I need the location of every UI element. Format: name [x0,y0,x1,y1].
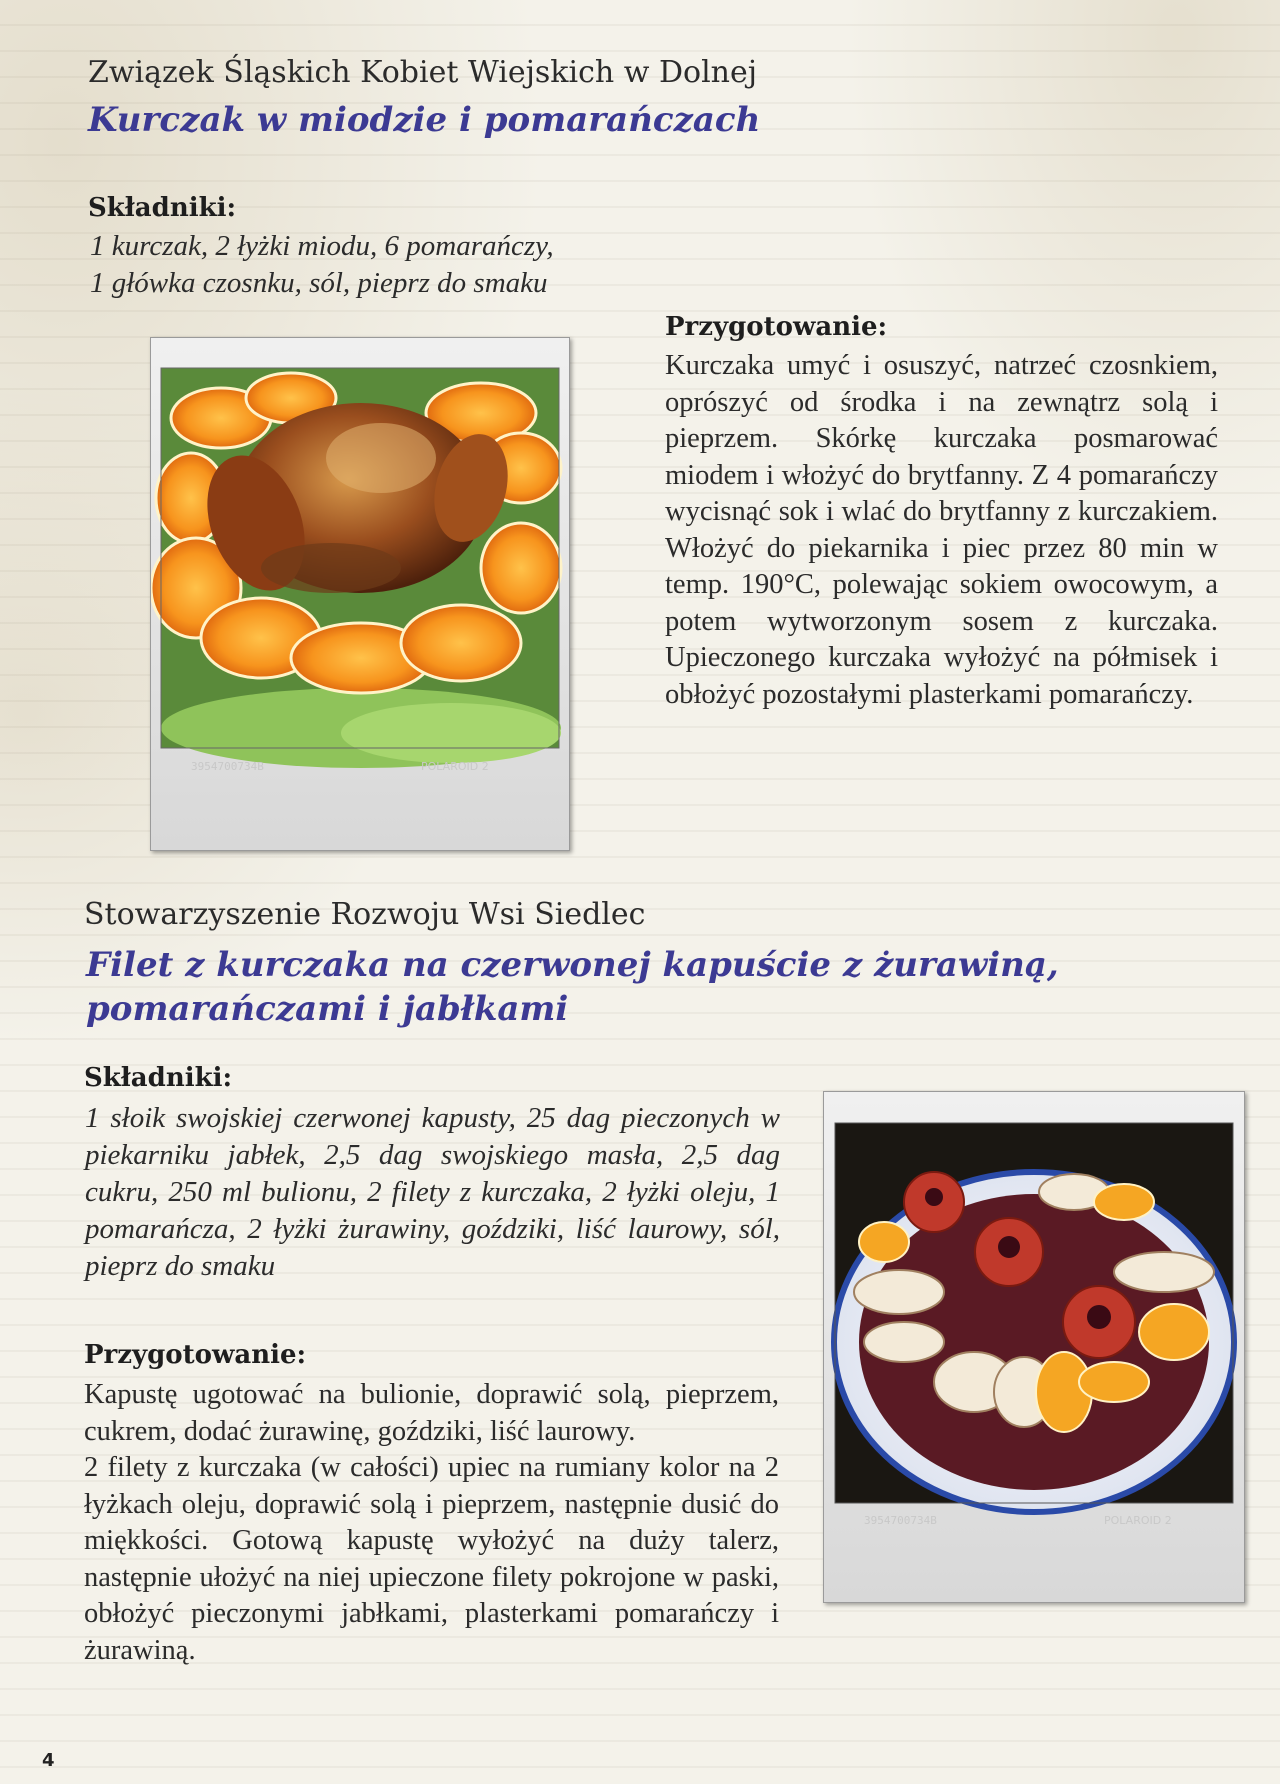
recipe1-photo-stamp-number: 3954700734B [191,760,264,773]
recipe2-organization: Stowarzyszenie Rozwoju Wsi Siedlec [84,897,646,932]
recipe2-title-line: Filet z kurczaka na czerwonej kapuście z żurawiną, [86,945,1059,985]
recipe1-photo-stamp-brand: POLAROID 2 [421,760,489,773]
chicken-fillet-plate-photo-icon [824,1092,1244,1602]
recipe2-ingredients-heading: Składniki: [84,1063,233,1093]
recipe2-photo-stamp-number: 3954700734B [864,1514,937,1527]
recipe1-preparation: Kurczaka umyć i osuszyć, natrzeć czosnkiem, oprószyć od środka i na zewnątrz solą i pieprzem. Skórkę kurczaka posmarować miodem i włożyć do brytfanny. Z 4 pomarańczy wycisnąć sok i wlać do brytfanny z kurczakiem. Włożyć do piekarnika i piec przez 80 min w temp. 190°C, polewając sokiem owocowym, a potem wytworzonym sosem z kurczaka. Upieczonego kurczaka wyłożyć na półmisek i obłożyć pozostałymi plasterkami pomarańczy. [665,350,1218,710]
recipe2-preparation-heading: Przygotowanie: [84,1340,307,1370]
recipe1-ingredients [90,228,730,302]
recipe1-organization: Związek Śląskich Kobiet Wiejskich w Dolnej [88,55,758,90]
roast-chicken-photo-icon [151,338,569,850]
recipe1-preparation-heading: Przygotowanie: [665,312,888,342]
recipe1-ingredients-line: 1 główka czosnku, sól, pieprz do smaku [90,267,548,299]
recipe2-preparation [84,1377,779,1669]
recipe1-ingredients-line: 1 kurczak, 2 łyżki miodu, 6 pomarańczy, [90,230,554,262]
recipe2-preparation-paragraph: 2 filety z kurczaka (w całości) upiec na rumiany kolor na 2 łyżkach oleju, doprawić solą i pieprzem, następnie dusić do miękkości. Gotową kapustę wyłożyć na duży talerz, następnie ułożyć na niej upieczone filety pokrojone w paski, obłożyć pieczonymi jabłkami, plasterkami pomarańczy i żurawiną. [84,1452,779,1666]
recipe2-photo [823,1091,1245,1603]
page-number: 4 [42,1750,55,1771]
recipe2-preparation-paragraph: Kapustę ugotować na bulionie, doprawić solą, pieprzem, cukrem, dodać żurawinę, goździki, liść laurowy. [84,1379,779,1447]
recipe1-photo [150,337,570,851]
recipe2-title [86,943,1059,1031]
recipe1-title: Kurczak w miodzie i pomarańczach [88,100,761,140]
recipe2-photo-stamp-brand: POLAROID 2 [1104,1514,1172,1527]
recipe2-ingredients: 1 słoik swojskiej czerwonej kapusty, 25 dag pieczonych w piekarniku jabłek, 2,5 dag swojskiego masła, 2,5 dag cukru, 250 ml bulionu, 2 filety z kurczaka, 2 łyżki oleju, 1 pomarańcza, 2 łyżki żurawiny, goździki, liść laurowy, sól, pieprz do smaku [85,1102,780,1282]
recipe1-ingredients-heading: Składniki: [88,193,237,223]
recipe2-title-line: pomarańczami i jabłkami [86,989,569,1029]
